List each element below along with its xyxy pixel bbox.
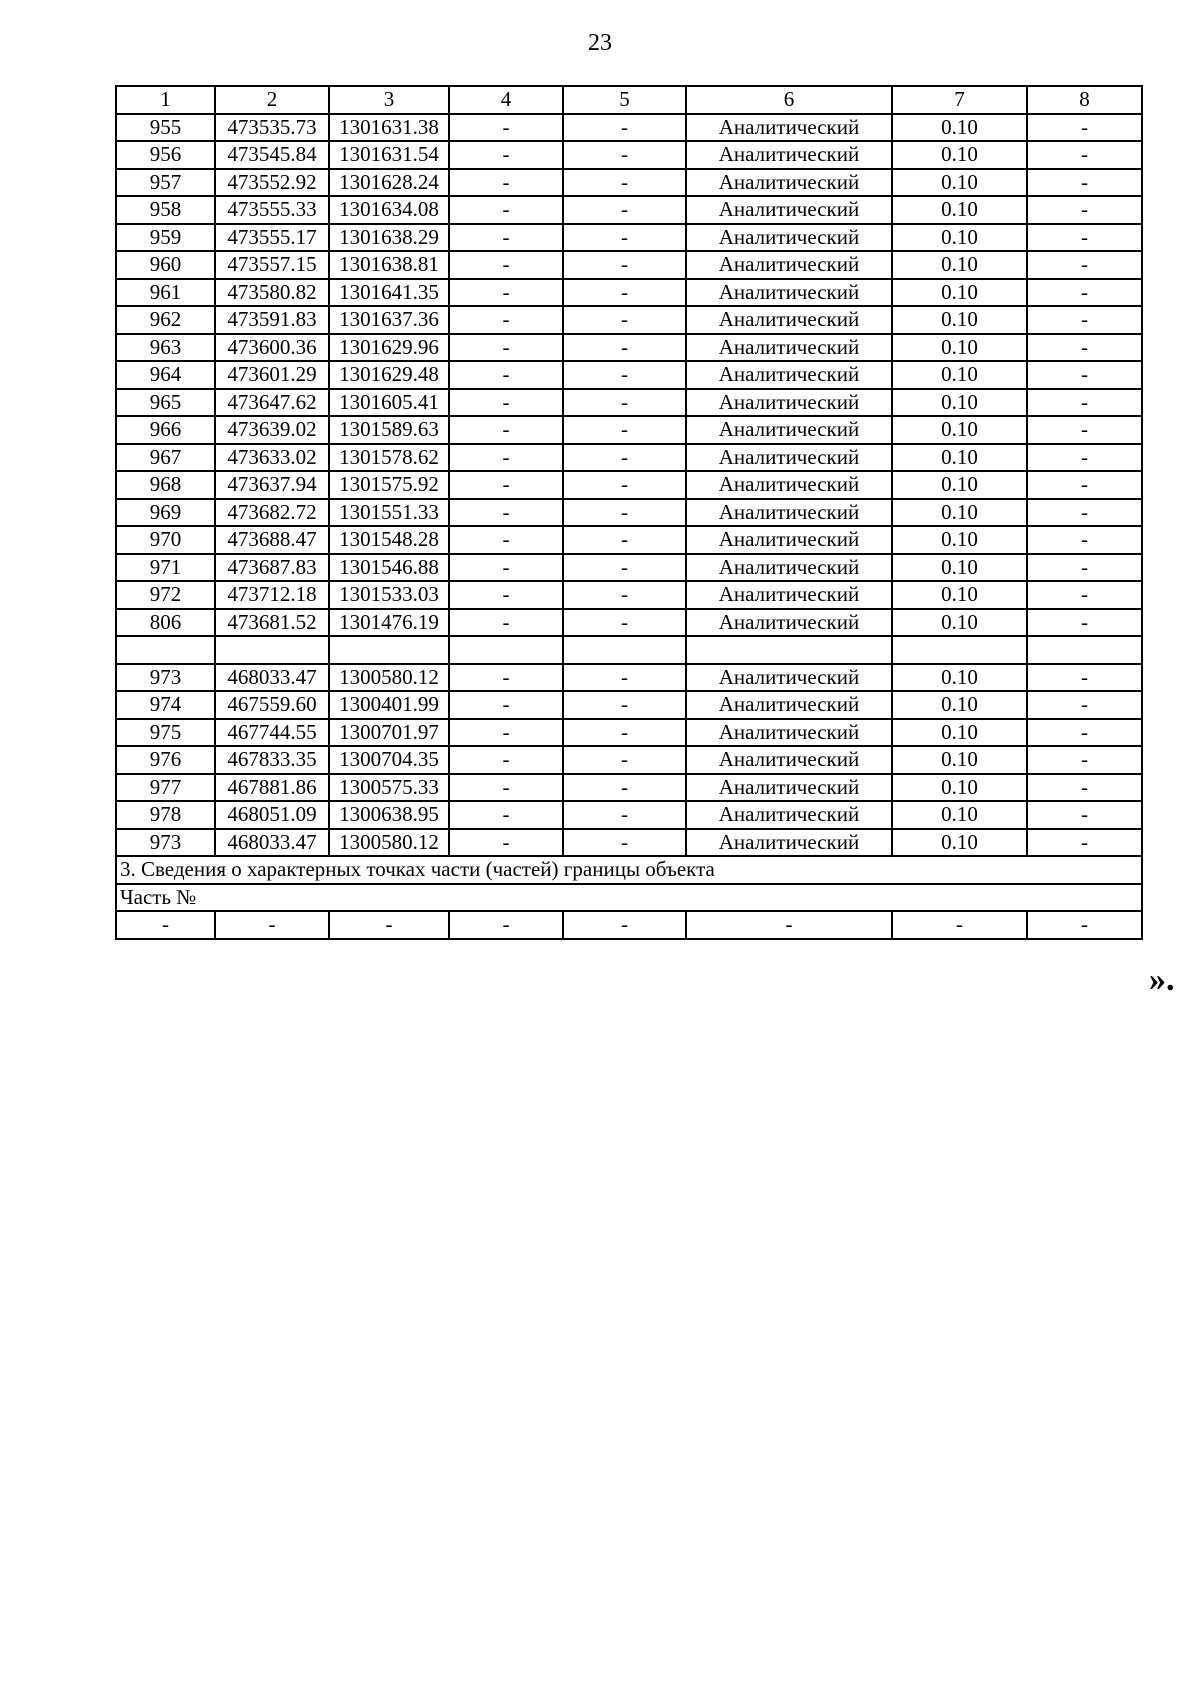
table-row <box>116 691 1142 719</box>
table-cell: - <box>449 444 563 472</box>
table-cell: 961 <box>116 279 215 307</box>
table-cell: 0.10 <box>892 829 1027 857</box>
table-row <box>116 334 1142 362</box>
table-cell: 7 <box>892 86 1027 114</box>
table-cell: - <box>449 526 563 554</box>
table-cell: 1301551.33 <box>329 499 449 527</box>
table-cell: - <box>1027 114 1142 142</box>
table-cell: 1301548.28 <box>329 526 449 554</box>
table-cell: - <box>449 141 563 169</box>
table-cell: 468033.47 <box>215 829 329 857</box>
table-cell: - <box>1027 279 1142 307</box>
table-cell: 473535.73 <box>215 114 329 142</box>
table-cell: 1301578.62 <box>329 444 449 472</box>
table-cell: - <box>563 196 686 224</box>
table-cell: 0.10 <box>892 169 1027 197</box>
table-cell: 1300580.12 <box>329 664 449 692</box>
table-cell: Аналитический <box>686 746 892 774</box>
table-cell: - <box>1027 581 1142 609</box>
table-cell: - <box>1027 609 1142 637</box>
table-cell: - <box>563 719 686 747</box>
table-cell: 473687.83 <box>215 554 329 582</box>
table-cell: 0.10 <box>892 444 1027 472</box>
table-row <box>116 719 1142 747</box>
table-cell: 1301634.08 <box>329 196 449 224</box>
table-cell: - <box>449 609 563 637</box>
table-cell: Аналитический <box>686 471 892 499</box>
table-cell: 1301637.36 <box>329 306 449 334</box>
table-cell: 970 <box>116 526 215 554</box>
table-cell: 0.10 <box>892 251 1027 279</box>
table-row <box>116 471 1142 499</box>
table-cell: Аналитический <box>686 334 892 362</box>
table-cell: Аналитический <box>686 306 892 334</box>
part-label <box>116 884 1142 912</box>
table-cell: 473552.92 <box>215 169 329 197</box>
table-cell: 0.10 <box>892 801 1027 829</box>
table-row <box>116 581 1142 609</box>
table-cell: - <box>449 664 563 692</box>
table-cell: - <box>449 801 563 829</box>
table-cell: 1301575.92 <box>329 471 449 499</box>
table-cell: 0.10 <box>892 664 1027 692</box>
table-cell: - <box>1027 471 1142 499</box>
table-cell: - <box>1027 169 1142 197</box>
table-cell: - <box>449 911 563 939</box>
table-cell: - <box>563 306 686 334</box>
table-cell <box>686 636 892 664</box>
table-cell: 971 <box>116 554 215 582</box>
table-cell: 0.10 <box>892 746 1027 774</box>
table-cell: - <box>563 279 686 307</box>
table-cell: 0.10 <box>892 526 1027 554</box>
table-cell: 0.10 <box>892 774 1027 802</box>
table-cell: 1300701.97 <box>329 719 449 747</box>
table-cell: - <box>1027 416 1142 444</box>
table-cell: - <box>563 361 686 389</box>
table-cell <box>449 636 563 664</box>
table-row <box>116 664 1142 692</box>
table-cell: 6 <box>686 86 892 114</box>
table-cell: 473682.72 <box>215 499 329 527</box>
table-row <box>116 361 1142 389</box>
table-cell: - <box>563 911 686 939</box>
table-cell: - <box>449 196 563 224</box>
table-cell: Аналитический <box>686 664 892 692</box>
table-cell: 467559.60 <box>215 691 329 719</box>
table-cell: 967 <box>116 444 215 472</box>
table-cell: - <box>449 389 563 417</box>
table-row <box>116 774 1142 802</box>
table-cell: 0.10 <box>892 719 1027 747</box>
table-cell: - <box>329 911 449 939</box>
table-cell: 8 <box>1027 86 1142 114</box>
table-cell: 1301546.88 <box>329 554 449 582</box>
table-cell: 5 <box>563 86 686 114</box>
table-cell: 3 <box>329 86 449 114</box>
table-row <box>116 114 1142 142</box>
table-cell: - <box>449 581 563 609</box>
table-dash-row <box>116 911 1142 939</box>
table-row <box>116 169 1142 197</box>
table-cell: - <box>1027 361 1142 389</box>
table-cell: Аналитический <box>686 141 892 169</box>
table-cell: - <box>563 526 686 554</box>
table-cell: Аналитический <box>686 444 892 472</box>
table-cell: 1301629.48 <box>329 361 449 389</box>
table-cell: - <box>563 801 686 829</box>
table-cell: - <box>1027 774 1142 802</box>
part-label-text: Часть № <box>116 884 1142 912</box>
table-cell: 977 <box>116 774 215 802</box>
table-cell: - <box>563 581 686 609</box>
table-cell: 473647.62 <box>215 389 329 417</box>
table-cell: 957 <box>116 169 215 197</box>
table-cell: - <box>563 444 686 472</box>
table-cell: - <box>563 224 686 252</box>
table-cell: 473688.47 <box>215 526 329 554</box>
table-cell: 969 <box>116 499 215 527</box>
table-cell: - <box>449 279 563 307</box>
table-cell: 1301641.35 <box>329 279 449 307</box>
table-cell: - <box>1027 444 1142 472</box>
table-cell: - <box>563 471 686 499</box>
table-cell: 468033.47 <box>215 664 329 692</box>
table-row <box>116 801 1142 829</box>
table-row <box>116 499 1142 527</box>
table-cell: - <box>563 829 686 857</box>
table-cell: Аналитический <box>686 581 892 609</box>
table-cell: 1300580.12 <box>329 829 449 857</box>
closing-quote-mark: ». <box>1149 961 1175 998</box>
table-cell: 1301638.29 <box>329 224 449 252</box>
table-row <box>116 224 1142 252</box>
table-cell: Аналитический <box>686 416 892 444</box>
table-cell: - <box>449 499 563 527</box>
table-cell: 0.10 <box>892 416 1027 444</box>
table-cell: - <box>892 911 1027 939</box>
table-cell: - <box>449 774 563 802</box>
table-row <box>116 251 1142 279</box>
table-cell: 1301631.54 <box>329 141 449 169</box>
table-cell: Аналитический <box>686 719 892 747</box>
table-cell: 976 <box>116 746 215 774</box>
table-cell: - <box>1027 691 1142 719</box>
table-cell: 955 <box>116 114 215 142</box>
table-cell: 0.10 <box>892 499 1027 527</box>
table-cell: 956 <box>116 141 215 169</box>
table-row <box>116 279 1142 307</box>
table-cell <box>563 636 686 664</box>
table-cell: 1301605.41 <box>329 389 449 417</box>
table-cell: 1 <box>116 86 215 114</box>
table-cell: - <box>1027 526 1142 554</box>
table-cell: - <box>1027 829 1142 857</box>
table-row <box>116 746 1142 774</box>
table-cell: - <box>449 416 563 444</box>
table-cell: Аналитический <box>686 801 892 829</box>
table-cell: - <box>1027 664 1142 692</box>
table-cell: - <box>449 224 563 252</box>
table-cell: - <box>563 554 686 582</box>
table-cell: - <box>1027 499 1142 527</box>
table-cell: Аналитический <box>686 361 892 389</box>
table-cell: 959 <box>116 224 215 252</box>
table-row <box>116 306 1142 334</box>
table-row <box>116 416 1142 444</box>
table-cell: 958 <box>116 196 215 224</box>
table-header-row <box>116 86 1142 114</box>
table-row <box>116 444 1142 472</box>
table-cell: - <box>563 774 686 802</box>
table-cell: 0.10 <box>892 691 1027 719</box>
table-cell: - <box>449 746 563 774</box>
table-cell: 1301476.19 <box>329 609 449 637</box>
table-cell: - <box>563 416 686 444</box>
table-cell: - <box>449 306 563 334</box>
table-cell: 1301589.63 <box>329 416 449 444</box>
table-cell: 473557.15 <box>215 251 329 279</box>
table-cell: 2 <box>215 86 329 114</box>
table-cell: - <box>1027 389 1142 417</box>
table-cell: - <box>686 911 892 939</box>
table-cell: - <box>563 691 686 719</box>
table-empty-row <box>116 636 1142 664</box>
table-cell: 963 <box>116 334 215 362</box>
table-cell: 1300401.99 <box>329 691 449 719</box>
table-cell: - <box>563 251 686 279</box>
table-cell: 473580.82 <box>215 279 329 307</box>
table-cell: 473601.29 <box>215 361 329 389</box>
table-cell: 473681.52 <box>215 609 329 637</box>
table-cell: - <box>1027 224 1142 252</box>
table-cell: 0.10 <box>892 224 1027 252</box>
table-cell: 965 <box>116 389 215 417</box>
table-cell: - <box>1027 719 1142 747</box>
table-row <box>116 196 1142 224</box>
table-cell: - <box>1027 334 1142 362</box>
table-cell: 473639.02 <box>215 416 329 444</box>
table-cell: - <box>1027 911 1142 939</box>
table-cell: 0.10 <box>892 279 1027 307</box>
table-row <box>116 554 1142 582</box>
table-cell: - <box>449 691 563 719</box>
table-cell: 0.10 <box>892 306 1027 334</box>
table-cell: Аналитический <box>686 609 892 637</box>
table-row <box>116 829 1142 857</box>
table-cell: 0.10 <box>892 609 1027 637</box>
table-cell <box>116 636 215 664</box>
table-cell: Аналитический <box>686 526 892 554</box>
table-cell: Аналитический <box>686 774 892 802</box>
table-cell: 473555.17 <box>215 224 329 252</box>
page-number: 23 <box>588 30 612 56</box>
table-cell: 473712.18 <box>215 581 329 609</box>
table-cell: 973 <box>116 664 215 692</box>
table-cell: 473545.84 <box>215 141 329 169</box>
table-cell: 473555.33 <box>215 196 329 224</box>
table-cell: 0.10 <box>892 196 1027 224</box>
table-cell: - <box>563 389 686 417</box>
table-row <box>116 389 1142 417</box>
table-cell: Аналитический <box>686 389 892 417</box>
table-cell: 1301631.38 <box>329 114 449 142</box>
table-row <box>116 526 1142 554</box>
table-cell: - <box>449 471 563 499</box>
table-cell: Аналитический <box>686 169 892 197</box>
table-cell: - <box>563 609 686 637</box>
table-cell: 1300704.35 <box>329 746 449 774</box>
table-cell: Аналитический <box>686 196 892 224</box>
table-cell: 0.10 <box>892 141 1027 169</box>
table-cell: - <box>563 746 686 774</box>
table-cell: - <box>449 554 563 582</box>
table-cell: 467881.86 <box>215 774 329 802</box>
table-cell: - <box>563 169 686 197</box>
table-cell: 4 <box>449 86 563 114</box>
table-cell: 972 <box>116 581 215 609</box>
table-cell: Аналитический <box>686 554 892 582</box>
table-cell: - <box>563 664 686 692</box>
table-cell: Аналитический <box>686 114 892 142</box>
table-cell: Аналитический <box>686 224 892 252</box>
table-cell: 473637.94 <box>215 471 329 499</box>
table-cell <box>329 636 449 664</box>
table-cell: 0.10 <box>892 581 1027 609</box>
table-cell: 0.10 <box>892 389 1027 417</box>
table-cell: - <box>449 719 563 747</box>
table-cell: - <box>449 334 563 362</box>
table-cell: - <box>563 334 686 362</box>
table-cell: 468051.09 <box>215 801 329 829</box>
table-cell: 0.10 <box>892 471 1027 499</box>
table-cell <box>1027 636 1142 664</box>
table-cell: 1300638.95 <box>329 801 449 829</box>
table-cell: Аналитический <box>686 499 892 527</box>
section-heading <box>116 856 1142 884</box>
table-cell: 1301628.24 <box>329 169 449 197</box>
table-cell: - <box>1027 554 1142 582</box>
table-cell: 975 <box>116 719 215 747</box>
table-cell: 968 <box>116 471 215 499</box>
table-cell: - <box>1027 141 1142 169</box>
table-cell: 473591.83 <box>215 306 329 334</box>
table-cell: - <box>449 169 563 197</box>
table-cell: 0.10 <box>892 361 1027 389</box>
table-cell: - <box>563 114 686 142</box>
table-cell: - <box>1027 196 1142 224</box>
table-cell: - <box>116 911 215 939</box>
table-cell: 973 <box>116 829 215 857</box>
table-cell: - <box>449 251 563 279</box>
table-cell: 473633.02 <box>215 444 329 472</box>
table-cell: - <box>449 361 563 389</box>
table-cell: 467833.35 <box>215 746 329 774</box>
table-cell: 978 <box>116 801 215 829</box>
table-cell: - <box>563 499 686 527</box>
table-cell <box>215 636 329 664</box>
table-cell: 473600.36 <box>215 334 329 362</box>
table-cell: 467744.55 <box>215 719 329 747</box>
table-cell: 0.10 <box>892 554 1027 582</box>
table-cell: 806 <box>116 609 215 637</box>
table-cell: 966 <box>116 416 215 444</box>
table-cell: Аналитический <box>686 829 892 857</box>
table-cell: - <box>1027 801 1142 829</box>
table-cell: - <box>215 911 329 939</box>
table-cell: - <box>449 114 563 142</box>
table-cell: - <box>1027 746 1142 774</box>
table-cell: 0.10 <box>892 334 1027 362</box>
table-cell: Аналитический <box>686 279 892 307</box>
table-row <box>116 141 1142 169</box>
table-cell: - <box>449 829 563 857</box>
section-heading-text: 3. Сведения о характерных точках части (частей) границы объекта <box>116 856 1142 884</box>
table-cell: 1300575.33 <box>329 774 449 802</box>
table-cell: - <box>1027 306 1142 334</box>
table-cell: 0.10 <box>892 114 1027 142</box>
table-cell: 1301533.03 <box>329 581 449 609</box>
table-cell: 960 <box>116 251 215 279</box>
table-cell <box>892 636 1027 664</box>
table-cell: Аналитический <box>686 251 892 279</box>
coordinates-table <box>115 85 1143 940</box>
table-cell: 1301638.81 <box>329 251 449 279</box>
table-cell: 974 <box>116 691 215 719</box>
table-row <box>116 609 1142 637</box>
table-cell: - <box>1027 251 1142 279</box>
table-cell: - <box>563 141 686 169</box>
table-cell: 964 <box>116 361 215 389</box>
table-cell: 962 <box>116 306 215 334</box>
table-cell: 1301629.96 <box>329 334 449 362</box>
table-cell: Аналитический <box>686 691 892 719</box>
